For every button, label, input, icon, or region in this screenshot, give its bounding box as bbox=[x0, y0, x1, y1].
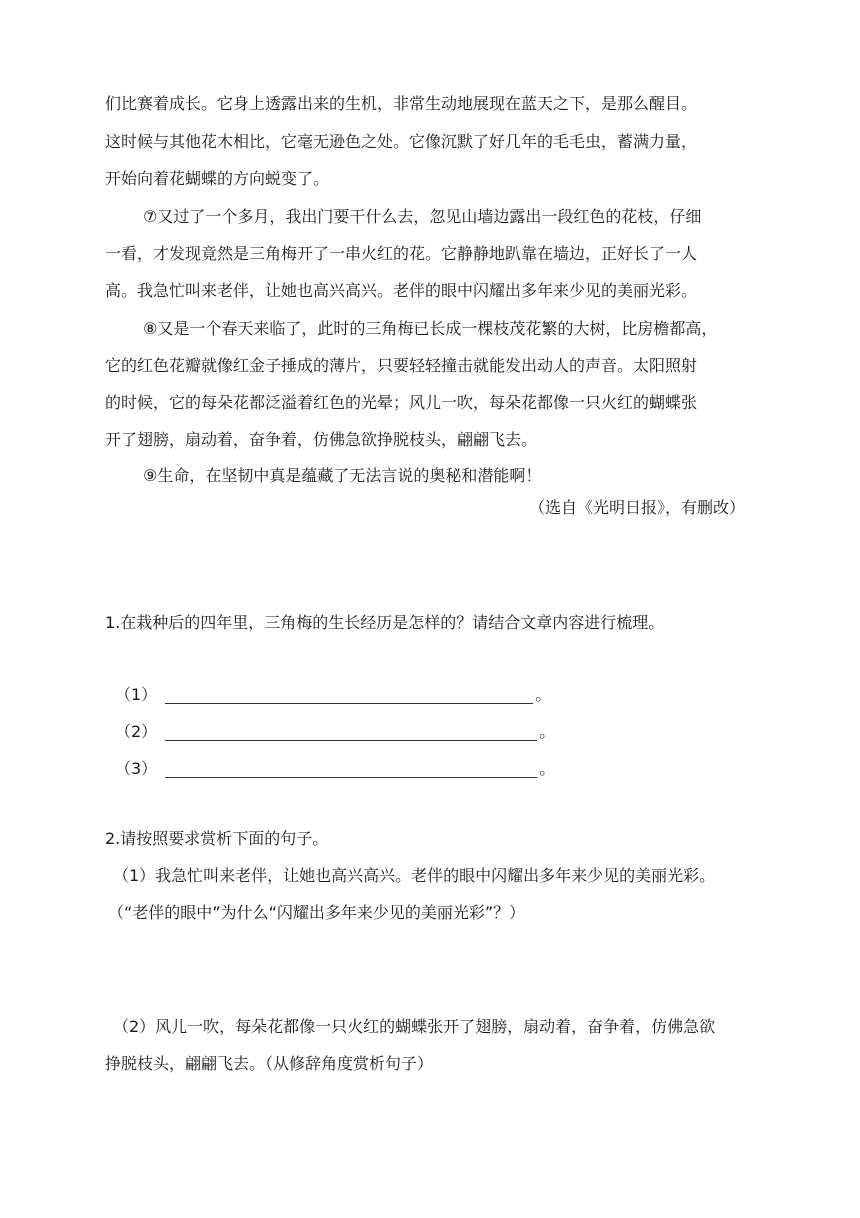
passage-line: ⑦又过了一个多月，我出门要干什么去，忽见山墙边露出一段红色的花枝，仔细 bbox=[143, 207, 702, 226]
answer-end: 。 bbox=[539, 722, 556, 741]
answer-end: 。 bbox=[539, 759, 556, 778]
sub-question-1-hint: （“老伴的眼中”为什么“闪耀出多年来少见的美丽光彩”？） bbox=[108, 903, 526, 922]
passage-line: 它的红色花瓣就像红金子捶成的薄片，只要轻轻撞击就能发出动人的声音。太阳照射 bbox=[105, 356, 698, 375]
answer-row bbox=[115, 758, 555, 780]
answer-label: （3） bbox=[115, 759, 158, 778]
passage-line: 一看，才发现竟然是三角梅开了一串火红的花。它静静地趴靠在墙边，正好长了一人 bbox=[105, 244, 698, 263]
passage-line: 的时候，它的每朵花都泛溢着红色的光晕；风儿一吹，每朵花都像一只火红的蝴蝶张 bbox=[105, 393, 698, 412]
passage-line: 们比赛着成长。它身上透露出来的生机，非常生动地展现在蓝天之下，是那么醒目。 bbox=[105, 94, 698, 113]
answer-row bbox=[115, 721, 555, 743]
passage-line: 高。我急忙叫来老伴，让她也高兴高兴。老伴的眼中闪耀出多年来少见的美丽光彩。 bbox=[105, 281, 698, 300]
sub-question-2: （2）风儿一吹，每朵花都像一只火红的蝴蝶张开了翅膀，扇动着，奋争着，仿佛急欲 bbox=[113, 1017, 716, 1036]
passage-line: ⑧又是一个春天来临了，此时的三角梅已长成一棵枝茂花繁的大树，比房檐都高， bbox=[143, 319, 718, 338]
sub-question-2-cont: 挣脱枝头，翩翩飞去。（从修辞角度赏析句子） bbox=[105, 1054, 434, 1073]
answer-end: 。 bbox=[535, 685, 552, 704]
sub-question-1: （1）我急忙叫来老伴，让她也高兴高兴。老伴的眼中闪耀出多年来少见的美丽光彩。 bbox=[113, 866, 716, 885]
passage-line: ⑨生命，在坚韧中真是蕴藏了无法言说的奥秘和潜能啊！ bbox=[143, 466, 542, 485]
answer-blank[interactable] bbox=[165, 722, 537, 741]
passage-line: 开了翅膀，扇动着，奋争着，仿佛急欲挣脱枝头，翩翩飞去。 bbox=[105, 430, 538, 449]
answer-blank[interactable] bbox=[165, 685, 533, 704]
answer-row bbox=[115, 684, 551, 706]
source-citation: （选自《光明日报》，有删改） bbox=[528, 498, 745, 517]
passage-line: 这时候与其他花木相比，它毫无逊色之处。它像沉默了好几年的毛毛虫，蓄满力量， bbox=[105, 132, 698, 151]
question-prompt: 2.请按照要求赏析下面的句子。 bbox=[105, 829, 329, 848]
passage-line: 开始向着花蝴蝶的方向蜕变了。 bbox=[105, 169, 330, 188]
answer-label: （1） bbox=[115, 685, 158, 704]
answer-label: （2） bbox=[115, 722, 158, 741]
question-prompt: 1.在栽种后的四年里，三角梅的生长经历是怎样的？请结合文章内容进行梳理。 bbox=[105, 613, 665, 632]
answer-blank[interactable] bbox=[165, 759, 537, 778]
